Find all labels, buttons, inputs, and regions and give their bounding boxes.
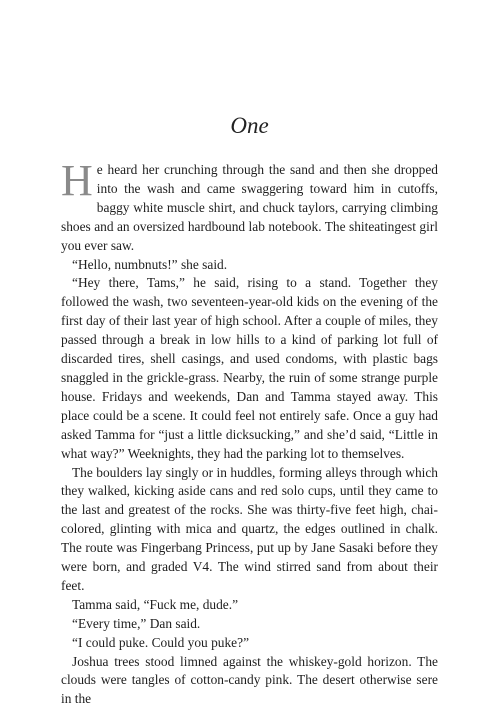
- paragraph-1: [61, 156, 438, 256]
- drop-cap: H: [61, 156, 93, 205]
- paragraph-4: The boulders lay singly or in huddles, forming alleys through which they walked, kicking aside cans and red solo cups, until they came to the last and greatest of the rocks. She was thirty-five feet high, chai-colored, glinting with mica and quartz, the edges outlined in chalk. The route was Fingerbang Princess, put up by Jane Sasaki before they were born, and graded V4. The wind stirred sand from about their feet.: [61, 464, 438, 593]
- chapter-title: One: [230, 113, 269, 138]
- paragraph-6: “Every time,” Dan said.: [72, 615, 201, 631]
- paragraph-7: “I could puke. Could you puke?”: [72, 634, 250, 650]
- paragraph-1-text: e heard her crunching through the sand and then she dropped into the wash and came swaggering toward him in cutoffs, baggy white muscle shirt, and chuck taylors, carrying climbing shoes and an oversized hardbound lab notebook. The shiteatingest girl you ever saw.: [61, 162, 438, 253]
- chapter-body: [61, 156, 438, 709]
- paragraph-5: Tamma said, “Fuck me, dude.”: [72, 596, 239, 612]
- paragraph-8: Joshua trees stood limned against the whiskey-gold horizon. The clouds were tangles of cotton-candy pink. The desert otherwise sere in the: [61, 653, 438, 707]
- paragraph-2: “Hello, numbnuts!” she said.: [72, 256, 228, 272]
- paragraph-3: “Hey there, Tams,” he said, rising to a stand. Together they followed the wash, two seventeen-year-old kids on the evening of the first day of their last year of high school. After a couple of miles, they passed through a break in low hills to a kind of parking lot full of discarded tires, shell casings, and used condoms, with plastic bags snaggled in the grickle-grass. Nearby, the ruin of some strange purple house. Fridays and weekends, Dan and Tamma stayed away. This place could be a scene. It could feel not entirely safe. Once a guy had asked Tamma for “just a little dicksucking,” and she’d said, “Little in what way?” Weeknights, they had the parking lot to themselves.: [61, 275, 438, 461]
